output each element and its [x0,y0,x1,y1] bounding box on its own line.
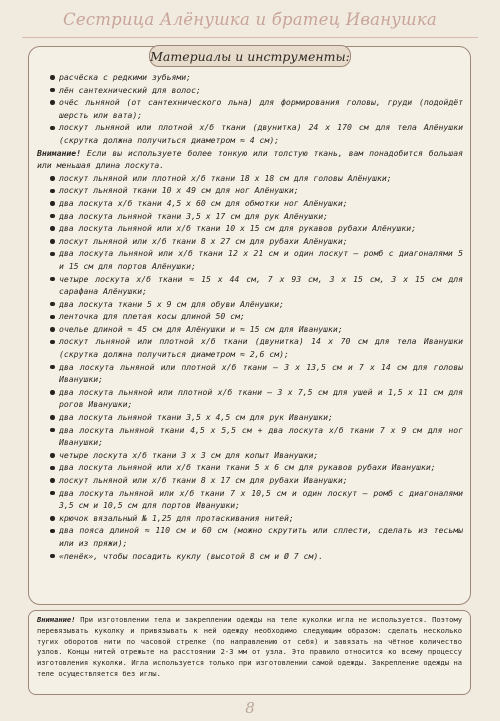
list-item: четыре лоскута х/б ткани 3 х 3 см для копыт Иванушки; [37,449,463,462]
materials-heading: Материалы и инструменты: [149,45,351,67]
list-item: четыре лоскута х/б ткани ≈ 15 х 44 см, 7 х 93 см, 3 х 15 см, 3 х 15 см для сарафана Алёнушки; [37,273,463,298]
materials-list [37,71,463,562]
list-item: лоскут льняной ткани 10 х 49 см для ног Алёнушки; [37,184,463,197]
bottom-note-label: Внимание! [37,615,76,624]
list-item: лоскут льняной или плотной х/б ткани (двунитка) 14 х 70 см для тела Иванушки (скрутка должна получиться диаметром ≈ 2,6 см); [37,335,463,360]
list-item: очёс льняной (от сантехнического льна) для формирования головы, груди (подойдёт шерсть или вата); [37,96,463,121]
list-item: лоскут льняной или плотной х/б ткани 18 х 18 см для головы Алёнушки; [37,172,463,185]
list-item: очелье длиной ≈ 45 см для Алёнушки и ≈ 15 см для Иванушки; [37,323,463,336]
list-item: крючок вязальный № 1,25 для протаскивания нитей; [37,512,463,525]
list-item: два лоскута ткани 5 х 9 см для обуви Алёнушки; [37,298,463,311]
list-item: два лоскута льняной или х/б ткани 7 х 10,5 см и один лоскут — ромб с диагоналями 3,5 см и 10,5 см для портов Иванушки; [37,487,463,512]
list-item: два лоскута льняной или плотной х/б ткани — 3 х 13,5 см и 7 х 14 см для головы Иванушки; [37,361,463,386]
list-item: два пояса длиной ≈ 110 см и 60 см (можно скрутить или сплести, сделать из тесьмы или из пряжи); [37,524,463,549]
list-item: два лоскута льняной или х/б ткани ткани 5 х 6 см для рукавов рубахи Иванушки; [37,461,463,474]
list-item: лоскут льняной или х/б ткани 8 х 27 см для рубахи Алёнушки; [37,235,463,248]
page-title: Сестрица Алёнушка и братец Иванушка [63,10,437,29]
list-item: «пенёк», чтобы посадить куклу (высотой 8 см и Ø 7 см). [37,550,463,563]
bottom-note [28,610,471,695]
list-item: два лоскута льняной ткани 4,5 х 5,5 см + два лоскута х/б ткани 7 х 9 см для ног Иванушки; [37,424,463,449]
list-item: расчёска с редкими зубьями; [37,71,463,84]
list-item: два лоскута льняной или х/б ткани 12 х 21 см и один лоскут — ромб с диагоналями 5 и 15 см для портов Алёнушки; [37,247,463,272]
page-header [0,0,500,40]
list-item: два лоскута льняной ткани 3,5 х 4,5 см для рук Иванушки; [37,411,463,424]
list-item: два лоскута льняной или плотной х/б ткани — 3 х 7,5 см для ушей и 1,5 х 11 см для рогов Иванушки; [37,386,463,411]
bottom-note-text: При изготовлении тела и закреплении одежды на теле куколки игла не используется. Поэтому перевязывать куколку и привязывать к ней одежду необходимо следующим образом: сделать несколько тугих оборотов нити по часовой стрелке (по направлению от себя) и завязать на чётное количество узлов. Концы нитей отрежьте на расстоянии 2-3 мм от узла. Это правило относится ко всему процессу изготовления куколки. Игла используется только при изготовлении самой одежды. Закрепление одежды на теле осуществляется без иглы. [37,615,462,678]
materials-list-after [37,172,463,562]
list-item: два лоскута льняной или х/б ткани 10 х 15 см для рукавов рубахи Алёнушки; [37,222,463,235]
page-number: 8 [245,699,255,717]
list-item: два лоскута льняной ткани 3,5 х 17 см для рук Алёнушки; [37,210,463,223]
list-item: ленточка для плетая косы длиной 50 см; [37,310,463,323]
attention-note [37,147,463,172]
attention-text: Если вы используете более тонкую или толстую ткань, вам понадобится большая или меньшая длина лоскута. [37,147,463,171]
list-item: два лоскута х/б ткани 4,5 х 60 см для обмотки ног Алёнушки; [37,197,463,210]
list-item: лоскут льняной или плотной х/б ткани (двунитка) 24 х 170 см для тела Алёнушки (скрутка должна получиться диаметром ≈ 4 см); [37,121,463,146]
list-item: лён сантехнический для волос; [37,84,463,97]
header-rule [22,37,478,38]
attention-label: Внимание! [37,147,82,158]
materials-list-before [37,71,463,147]
materials-box [28,46,471,605]
list-item: лоскут льняной или х/б ткани 8 х 17 см для рубахи Иванушки; [37,474,463,487]
